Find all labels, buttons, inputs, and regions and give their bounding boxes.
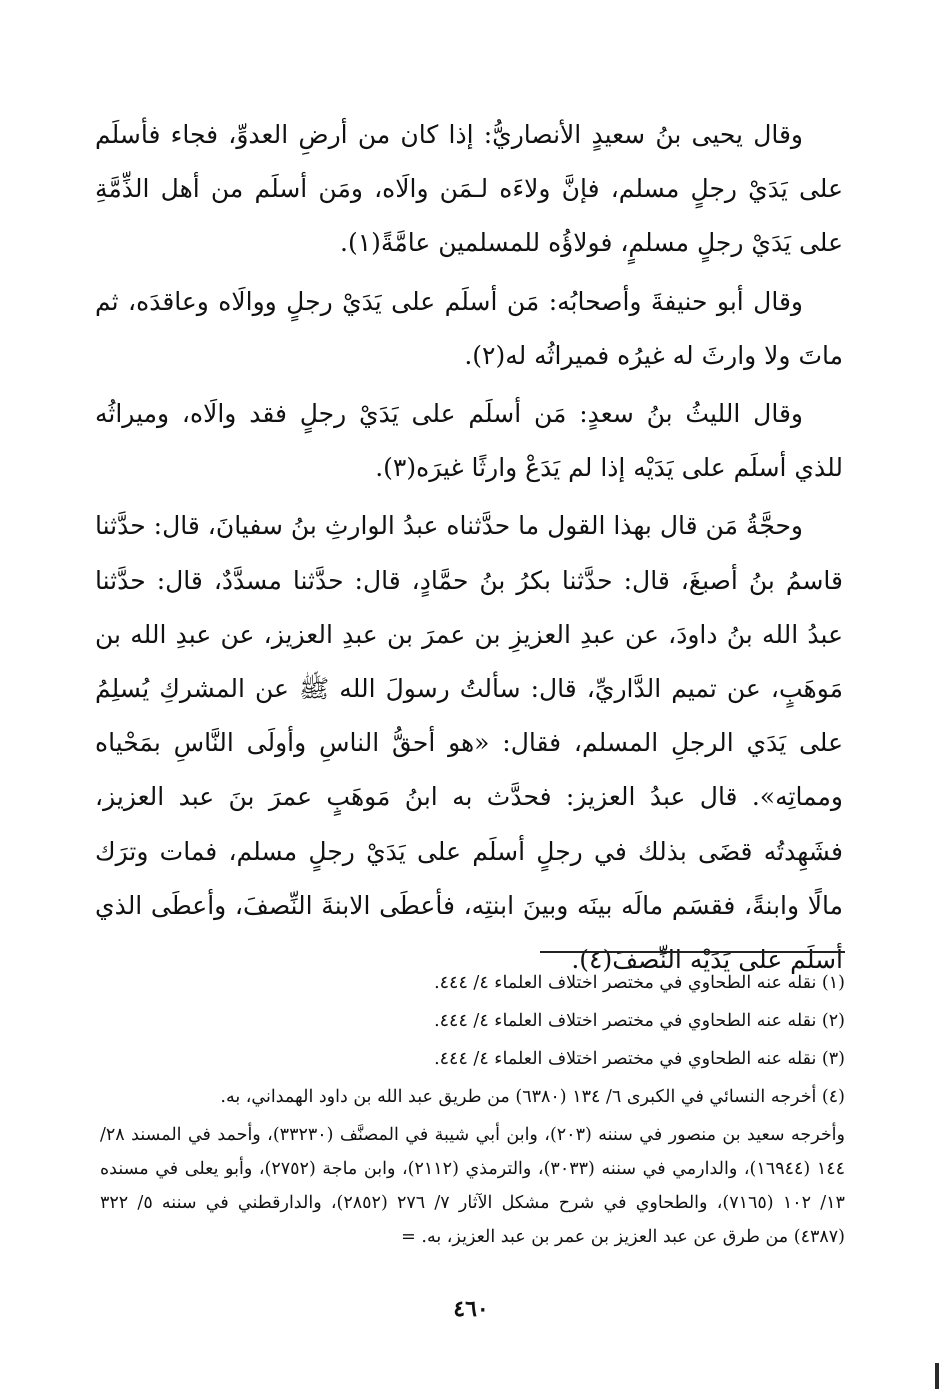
footnote-4: (٤) أخرجه النسائي في الكبرى ٦/ ١٣٤ (٦٣٨٠) من طريق عبد الله بن داود الهمداني، به. (220, 1087, 845, 1107)
footnote-4-continuation: وأخرجه سعيد بن منصور في سننه (٢٠٣)، وابن أبي شيبة في المصنَّف (٣٣٢٣٠)، وأحمد في المسند ٢٨/ ١٤٤ (١٦٩٤٤)، والدارمي في سننه (٣٠٣٣)، والترمذي (٢١١٢)، وابن ماجة (٢٧٥٢)، وأبو يعلى في مسنده ١٣/ ١٠٢ (٧١٦٥)، والطحاوي في شرح مشكل الآثار ٧/ ٢٧٦ (٢٨٥٢)، والدارقطني في سننه ٥/ ٣٢٢ (٤٣٨٧) من طرق عن عبد العزيز بن عمر بن عبد العزيز، به. = (100, 1125, 846, 1247)
footnote-2: (٢) نقله عنه الطحاوي في مختصر اختلاف العلماء ٤/ ٤٤٤. (434, 1011, 845, 1031)
scan-edge-mark (935, 1363, 939, 1389)
main-text-body (95, 108, 843, 991)
paragraph-abu-hanifa: وقال أبو حنيفةَ وأصحابُه: مَن أسلَم على يَدَيْ رجلٍ ووالَاه وعاقدَه، ثم ماتَ ولا وارثَ له غيرُه فميراثُه له(٢). (95, 286, 843, 370)
footnotes-section (100, 966, 845, 1258)
paragraph-evidence-hadith: وحجَّةُ مَن قال بهذا القول ما حدَّثناه عبدُ الوارثِ بنُ سفيانَ، قال: حدَّثنا قاسمُ بنُ أصبغَ، قال: حدَّثنا بكرُ بنُ حمَّادٍ، قال: حدَّثنا مسدَّدٌ، قال: حدَّثنا عبدُ الله بنُ داودَ، عن عبدِ العزيزِ بن عمرَ بن عبدِ العزيز، عن عبدِ الله بن مَوهَبٍ، عن تميم الدَّاريِّ، قال: سألتُ رسولَ الله ﷺ عن المشركِ يُسلِمُ على يَدَي الرجلِ المسلم، فقال: «هو أحقُّ الناسِ وأولَى النَّاسِ بمَحْياه ومماتِه». قال عبدُ العزيز: فحدَّث به ابنُ مَوهَبٍ عمرَ بنَ عبد العزيز، فشَهِدتُه قضَى بذلك في رجلٍ أسلَم على يَدَيْ رجلٍ مسلم، فمات وترَك مالًا وابنةً، فقسَم مالَه بينَه وبينَ ابنتِه، فأعطَى الابنةَ النِّصفَ، وأعطَى الذي أسلَم على يَدَيْه النِّصفَ(٤). (95, 511, 843, 975)
footnote-3: (٣) نقله عنه الطحاوي في مختصر اختلاف العلماء ٤/ ٤٤٤. (434, 1049, 845, 1069)
paragraph-yahya: وقال يحيى بنُ سعيدٍ الأنصاريُّ: إذا كان من أرضِ العدوِّ، فجاء فأسلَم على يَدَيْ رجلٍ مسلم، فإنَّ ولاءَه لـمَن والَاه، ومَن أسلَم من أهل الذِّمَّةِ على يَدَيْ رجلٍ مسلمٍ، فولاؤُه للمسلمين عامَّةً(١). (95, 120, 843, 258)
page-number: ٤٦٠ (453, 1296, 489, 1322)
footnote-1: (١) نقله عنه الطحاوي في مختصر اختلاف العلماء ٤/ ٤٤٤. (434, 973, 845, 993)
paragraph-layth: وقال الليثُ بنُ سعدٍ: مَن أسلَم على يَدَيْ رجلٍ فقد والَاه، وميراثُه للذي أسلَم على يَدَيْه إذا لم يَدَعْ وارثًا غيرَه(٣). (95, 399, 843, 483)
footnote-separator (540, 951, 845, 953)
